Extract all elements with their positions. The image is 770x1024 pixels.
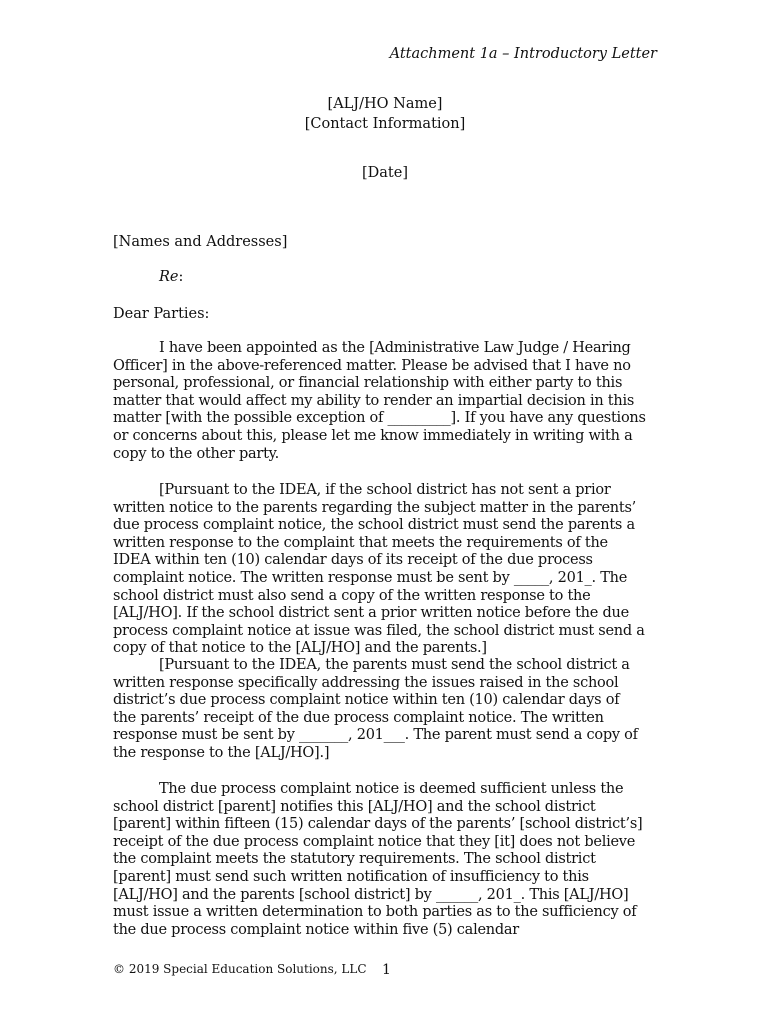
letter-date: [Date] bbox=[362, 165, 408, 181]
sender-block bbox=[0, 94, 770, 134]
paragraph-appointment: I have been appointed as the [Administrative Law Judge / Hearing Officer] in the above-referenced matter. Please be advised that I have no personal, professional, or financial relationship with either party to this matter that would affect my ability to render an impartial decision in this matter [with the possible exception of _________]. If you have any questions or concerns about this, please let me know immediately in writing with a copy to the other party. bbox=[113, 340, 646, 462]
recipient-addresses: [Names and Addresses] bbox=[113, 234, 288, 250]
footer-copyright: © 2019 Special Education Solutions, LLC bbox=[113, 962, 367, 976]
salutation: Dear Parties: bbox=[113, 306, 210, 322]
paragraph-district-response: [Pursuant to the IDEA, if the school district has not sent a prior written notice to the parents regarding the subject matter in the parents’ due process complaint notice, the school district must send the parents a written response to the complaint that meets the requirements of the IDEA within ten (10) calendar days of its receipt of the due process complaint notice. The written response must be sent by _____, 201_. The school district must also send a copy of the written response to the [ALJ/HO]. If the school district sent a prior written notice before the due process complaint notice at issue was filed, the school district must send a copy of that notice to the [ALJ/HO] and the parents.] bbox=[113, 482, 645, 657]
re-label: Re bbox=[159, 269, 179, 285]
attachment-header: Attachment 1a – Introductory Letter bbox=[389, 46, 657, 62]
paragraph-sufficiency: The due process complaint notice is deemed sufficient unless the school district [parent] notifies this [ALJ/HO] and the school district [parent] within fifteen (15) calendar days of the parents’ [school district’s] receipt of the due process complaint notice that they [it] does not believe the complaint meets the statutory requirements. The school district [parent] must send such written notification of insufficiency to this [ALJ/HO] and the parents [school district] by ______, 201_. This [ALJ/HO] must issue a written determination to both parties as to the sufficiency of the due process complaint notice within five (5) calendar bbox=[113, 781, 643, 938]
paragraph-parent-response: [Pursuant to the IDEA, the parents must send the school district a written response specifically addressing the issues raised in the school district’s due process complaint notice within ten (10) calendar days of the parents’ receipt of the due process complaint notice. The written response must be sent by _______, 201___. The parent must send a copy of the response to the [ALJ/HO].] bbox=[113, 657, 638, 761]
re-colon: : bbox=[178, 269, 184, 285]
re-line bbox=[159, 269, 704, 287]
sender-contact: [Contact Information] bbox=[304, 116, 466, 132]
page-number: 1 bbox=[382, 962, 391, 978]
sender-name: [ALJ/HO Name] bbox=[327, 96, 443, 112]
